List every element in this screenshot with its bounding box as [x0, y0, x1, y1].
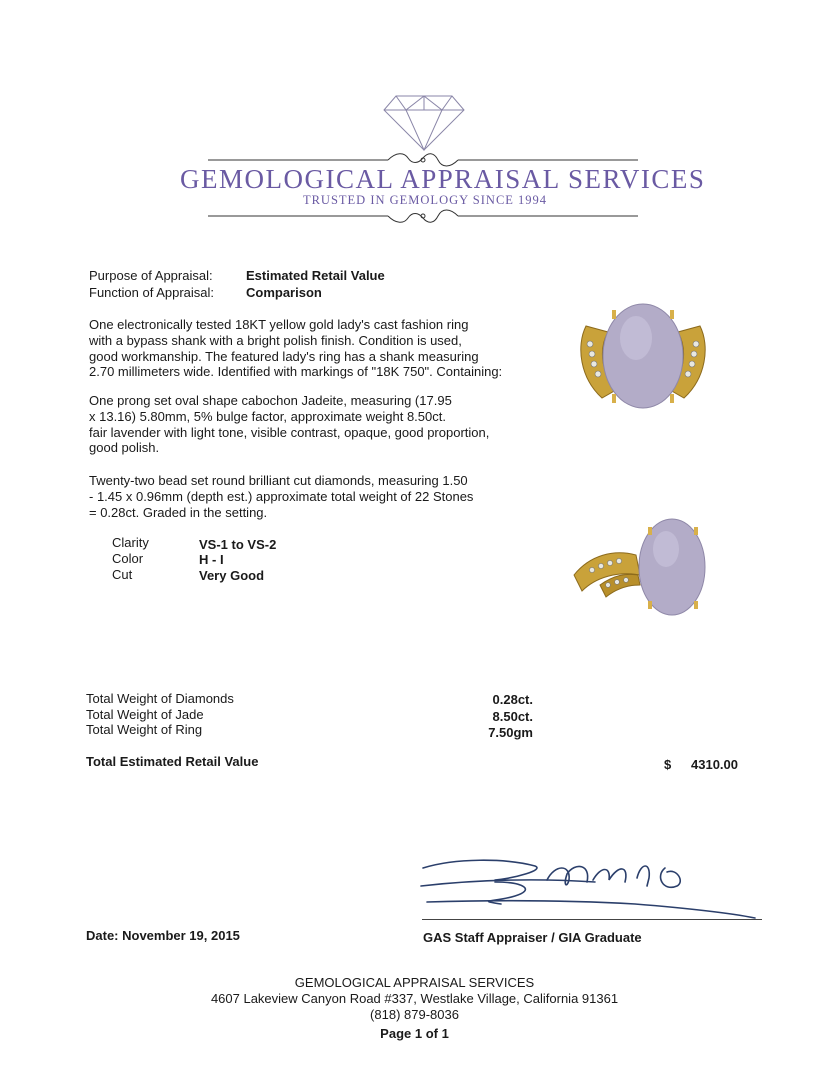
jade-description-line: good polish.	[89, 440, 160, 456]
diamonds-description-line: - 1.45 x 0.96mm (depth est.) approximate total weight of 22 Stones	[89, 488, 474, 504]
function-value: Comparison	[246, 285, 322, 300]
ornament-rule-bottom	[208, 205, 638, 227]
diamonds-description	[89, 473, 539, 520]
appraiser-signature	[415, 852, 765, 926]
ring-description-line: One electronically tested 18KT yellow gold lady's cast fashion ring	[89, 317, 469, 332]
footer-phone: (818) 879-8036	[370, 1007, 459, 1022]
cut-label: Cut	[112, 567, 133, 582]
grand-total-value: 4310.00	[691, 757, 738, 772]
footer-company: GEMOLOGICAL APPRAISAL SERVICES	[294, 975, 535, 990]
ring-description-line: 2.70 millimeters wide. Identified with markings of "18K 750". Containing:	[89, 364, 503, 380]
purpose-label: Purpose of Appraisal:	[89, 268, 213, 283]
jade-description	[89, 393, 539, 456]
grand-total-currency: $	[664, 757, 672, 772]
ring-description-line: good workmanship. The featured lady's ring has a shank measuring	[89, 348, 479, 364]
clarity-value: VS-1 to VS-2	[199, 537, 277, 552]
total-diamonds-value: 0.28ct.	[492, 692, 533, 707]
ring-description	[89, 317, 539, 380]
total-ring-value: 7.50gm	[488, 725, 533, 740]
jade-description-line: x 13.16) 5.80mm, 5% bulge factor, approximate weight 8.50ct.	[89, 408, 446, 424]
company-name: GEMOLOGICAL APPRAISAL SERVICES	[180, 164, 706, 194]
ring-description-line: with a bypass shank with a bright polish finish. Condition is used,	[89, 332, 462, 348]
diamonds-description-line: Twenty-two bead set round brilliant cut diamonds, measuring 1.50	[89, 473, 468, 488]
diamond-logo-icon	[382, 92, 466, 154]
total-jade-value: 8.50ct.	[492, 709, 533, 724]
signature-line	[422, 919, 762, 920]
total-jade-label: Total Weight of Jade	[86, 707, 204, 722]
diamonds-description-line: = 0.28ct. Graded in the setting.	[89, 504, 268, 520]
company-tagline: TRUSTED IN GEMOLOGY SINCE 1994	[302, 193, 548, 207]
cut-value: Very Good	[199, 568, 265, 583]
signature-caption: GAS Staff Appraiser / GIA Graduate	[423, 930, 642, 945]
purpose-value: Estimated Retail Value	[246, 268, 385, 283]
color-label: Color	[112, 551, 144, 566]
color-value: H - I	[199, 552, 224, 567]
total-ring-label: Total Weight of Ring	[86, 722, 203, 737]
clarity-label: Clarity	[112, 535, 149, 550]
jade-description-line: One prong set oval shape cabochon Jadeite, measuring (17.95	[89, 393, 452, 408]
function-label: Function of Appraisal:	[89, 285, 215, 300]
footer-address: 4607 Lakeview Canyon Road #337, Westlake Village, California 91361	[210, 991, 619, 1006]
total-diamonds-label: Total Weight of Diamonds	[86, 691, 234, 706]
grand-total-label: Total Estimated Retail Value	[86, 754, 259, 769]
jade-description-line: fair lavender with light tone, visible contrast, opaque, good proportion,	[89, 424, 490, 440]
appraisal-date: Date: November 19, 2015	[86, 928, 240, 943]
ring-photo-front	[568, 298, 718, 420]
page-number: Page 1 of 1	[380, 1026, 449, 1041]
ring-photo-side	[570, 515, 720, 627]
